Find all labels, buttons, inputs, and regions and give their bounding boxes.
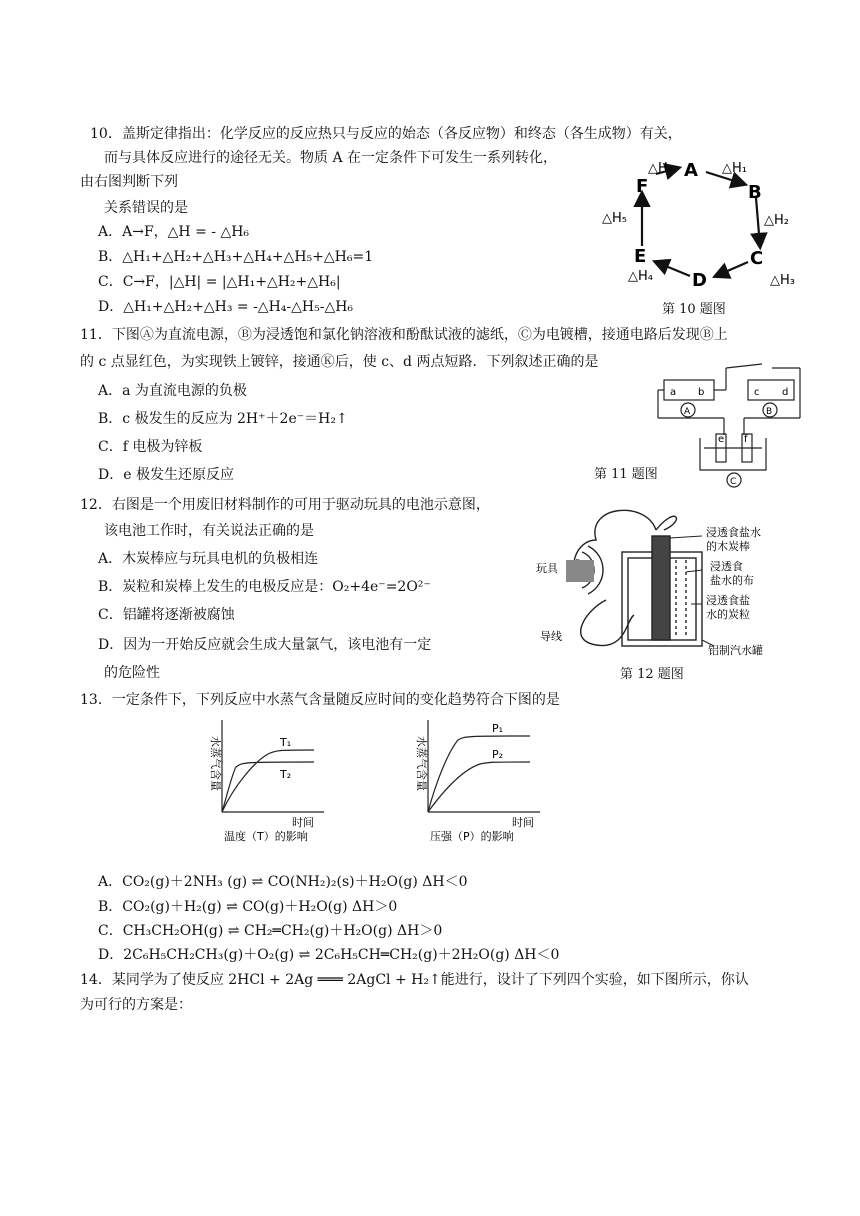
q13-chart-pressure	[400, 712, 570, 844]
series-t1-label: T₁	[280, 736, 292, 749]
q10-option-c: C．C→F，|△H| = |△H₁+△H₂+△H₆|	[98, 274, 341, 290]
series-p1-curve	[428, 736, 530, 812]
q13-option-c: C．CH₃CH₂OH(g) ⇌ CH₂═CH₂(g)＋H₂O(g) ΔH＞0	[98, 923, 443, 939]
series-t1-curve	[222, 750, 314, 812]
series-t2-label: T₂	[280, 768, 292, 781]
series-p1-label: P₁	[492, 722, 504, 735]
edge-h5: △H₅	[602, 211, 627, 226]
node-a: A	[684, 160, 698, 181]
q13-chart-temperature	[194, 712, 354, 844]
edge-h1: △H₁	[722, 161, 747, 176]
q11-circuit-diagram	[654, 360, 804, 488]
chart2-caption: 压强（P）的影响	[430, 830, 514, 843]
q12-stem-line1: 12．右图是一个用废旧材料制作的可用于驱动玩具的电池示意图，	[80, 497, 490, 513]
label-e: e	[718, 434, 725, 445]
q13-option-b: B．CO₂(g)＋H₂(g) ⇌ CO(g)＋H₂O(g) ΔH＞0	[98, 899, 398, 915]
chart1-xlabel: 时间	[292, 816, 314, 829]
q10-stem-line3: 由右图判断下列	[80, 174, 178, 190]
q11-stem-line2: 的 c 点显红色，为实现铁上镀锌，接通Ⓚ后，使 c、d 两点短路．下列叙述正确的是	[80, 354, 599, 370]
q12-option-a: A．木炭棒应与玩具电机的负极相连	[98, 551, 319, 567]
edge-h2: △H₂	[764, 213, 789, 228]
q13-option-d: D．2C₆H₅CH₂CH₃(g)＋O₂(g) ⇌ 2C₆H₅CH═CH₂(g)＋2H₂O(g) ΔH＜0	[98, 947, 560, 963]
q12-caption: 第 12 题图	[620, 667, 684, 682]
label-b: b	[698, 387, 705, 398]
node-b: B	[748, 182, 762, 203]
q14-stem-line2: 为可行的方案是：	[80, 997, 192, 1013]
q12-option-b: B．炭粒和炭棒上发生的电极反应是：O₂+4e⁻=2O²⁻	[98, 579, 431, 595]
q10-stem-line4: 关系错误的是	[104, 200, 188, 216]
label-paper: B	[766, 407, 773, 417]
q11-option-d: D．e 极发生还原反应	[98, 467, 234, 483]
chart2-ylabel: 水蒸气含量	[415, 736, 428, 791]
label-cloth: 浸透食	[710, 560, 743, 573]
edge-h6: △H₆	[648, 161, 673, 176]
q12-option-c: C．铝罐将逐渐被腐蚀	[98, 607, 235, 623]
label-carbon-grains: 浸透食盐	[706, 594, 750, 607]
q11-stem-line1: 11．下图Ⓐ为直流电源，Ⓑ为浸透饱和氯化钠溶液和酚酞试液的滤纸，Ⓒ为电镀槽，接通电路后发现Ⓑ上	[80, 327, 728, 343]
q12-option-d-line2: 的危险性	[104, 665, 160, 681]
q10-option-d: D．△H₁+△H₂+△H₃ = -△H₄-△H₅-△H₆	[98, 299, 354, 315]
edge-h3: △H₃	[770, 273, 795, 288]
label-cloth-2: 盐水的布	[710, 574, 754, 587]
q11-option-a: A．a 为直流电源的负极	[98, 383, 247, 399]
label-carbon-grains-2: 水的炭粒	[706, 608, 750, 621]
label-carbon-rod: 浸透食盐水	[706, 526, 761, 539]
q12-stem-line2: 该电池工作时，有关说法正确的是	[104, 523, 314, 539]
node-f: F	[636, 176, 649, 197]
q10-stem-line1: 10．盖斯定律指出：化学反应的反应热只与反应的始态（各反应物）和终态（各生成物）有关，	[90, 126, 682, 142]
label-f: f	[744, 434, 748, 445]
chart1-caption: 温度（T）的影响	[224, 830, 308, 843]
label-power: A	[684, 407, 691, 417]
label-a: a	[670, 387, 677, 398]
label-carbon-rod-2: 的木炭棒	[706, 540, 750, 553]
label-wire: 导线	[540, 630, 562, 643]
label-c: c	[754, 387, 760, 398]
q10-option-a: A．A→F，△H = - △H₆	[98, 224, 250, 240]
label-can: 铝制汽水罐	[708, 644, 763, 657]
q11-option-b: B．c 极发生的反应为 2H⁺＋2e⁻＝H₂↑	[98, 411, 348, 427]
label-toy: 玩具	[536, 562, 558, 575]
q11-option-c: C．f 电极为锌板	[98, 439, 203, 455]
label-bath: C	[730, 477, 737, 487]
q13-stem: 13．一定条件下，下列反应中水蒸气含量随反应时间的变化趋势符合下图的是	[80, 692, 560, 708]
q10-hexagon-diagram	[598, 152, 808, 292]
q14-stem-line1: 14．某同学为了使反应 2HCl + 2Ag ═══ 2AgCl + H₂↑能进行，设计了下列四个实验，如下图所示，你认	[80, 972, 749, 988]
toy-motor	[566, 560, 594, 582]
series-p2-curve	[428, 762, 530, 812]
q10-caption: 第 10 题图	[662, 302, 726, 317]
node-e: E	[634, 246, 647, 267]
q12-battery-diagram	[536, 500, 786, 660]
q12-option-d-line1: D．因为一开始反应就会生成大量氯气，该电池有一定	[98, 637, 432, 653]
q11-caption: 第 11 题图	[594, 467, 658, 482]
node-d: D	[692, 270, 707, 291]
q10-stem-line2: 而与具体反应进行的途径无关。物质 A 在一定条件下可发生一系列转化，	[104, 150, 558, 166]
node-c: C	[750, 248, 764, 269]
label-d: d	[782, 387, 789, 398]
q10-option-b: B．△H₁+△H₂+△H₃+△H₄+△H₅+△H₆=1	[98, 249, 374, 265]
edge-h4: △H₄	[628, 269, 653, 284]
q13-option-a: A．CO₂(g)＋2NH₃ (g) ⇌ CO(NH₂)₂(s)＋H₂O(g) ΔH＜0	[98, 874, 468, 890]
series-p2-label: P₂	[492, 748, 504, 761]
chart1-ylabel: 水蒸气含量	[209, 736, 222, 791]
chart2-xlabel: 时间	[512, 816, 534, 829]
